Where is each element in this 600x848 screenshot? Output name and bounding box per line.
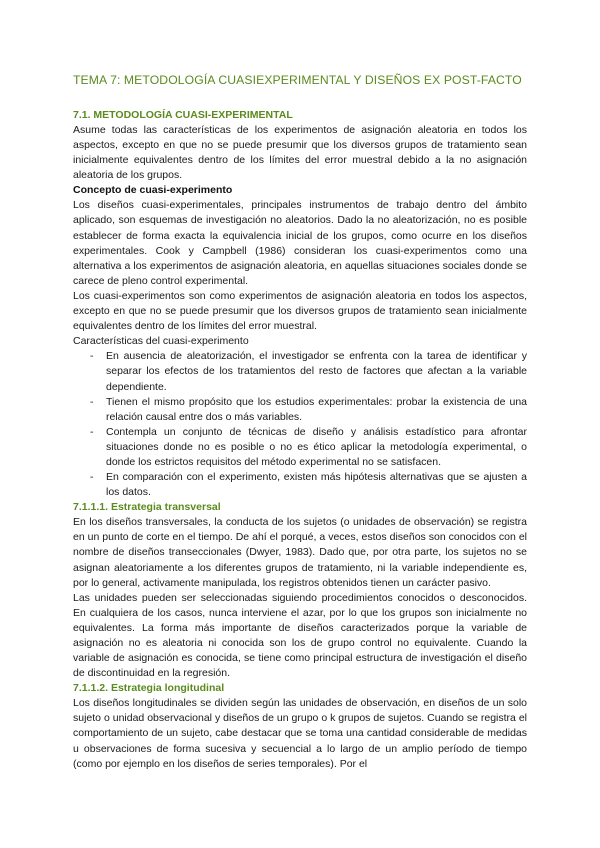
transversal-paragraph-1: En los diseños transversales, la conducta de los sujetos (o unidades de observación) se registra en un punto de corte en el tiempo. De ahí el porqué, a veces, estos diseños son conocidos con el nombre de diseños transeccionales (Dwyer, 1983). Dado que, por otra parte, los sujetos no se asignan aleatoriamente a los diferentes grupos de tratamiento, ni la variable independiente es, por lo general, activamente manipulada, los registros obtenidos tienen un carácter pasivo. <box>73 516 527 589</box>
characteristics-label: Características del cuasi-experimento <box>73 335 249 348</box>
list-item: - En comparación con el experimento, existen más hipótesis alternativas que se ajusten a los datos. <box>106 470 527 500</box>
transversal-heading: 7.1.1.1. Estrategia transversal <box>73 501 221 514</box>
list-item: - En ausencia de aleatorización, el investigador se enfrenta con la tarea de identificar y separar los efectos de los tratamientos del resto de factores que afectan a la variable dependiente. <box>106 349 527 394</box>
characteristics-list <box>73 349 527 500</box>
section-heading: 7.1. METODOLOGÍA CUASI-EXPERIMENTAL <box>73 109 293 121</box>
longitudinal-heading: 7.1.1.2. Estrategia longitudinal <box>73 682 225 695</box>
longitudinal-paragraph: Los diseños longitudinales se dividen según las unidades de observación, en diseños de un solo sujeto o unidad observacional y diseños de un grupo o k grupos de sujetos. Cuando se registra el comportamiento de un sujeto, cabe destacar que se toma una cantidad considerable de medidas u observaciones de forma sucesiva y secuencial a lo largo de un amplio período de tiempo (como por ejemplo en los diseños de series temporales). Por el <box>73 697 527 770</box>
concept-paragraph-2: Los cuasi-experimentos son como experimentos de asignación aleatoria en todos los aspectos, excepto en que no se puede presumir que los diversos grupos de tratamiento sean inicialmente equivalentes dentro de los límites del error muestral. <box>73 289 527 333</box>
list-item: - Contempla un conjunto de técnicas de diseño y análisis estadístico para afrontar situaciones donde no es posible o no es ético aplicar la metodología experimental, o donde los estrictos requisitos del método experimental no se satisfacen. <box>106 425 527 470</box>
concept-paragraph-1: Los diseños cuasi-experimentales, principales instrumentos de trabajo dentro del ámbito aplicado, son esquemas de investigación no aleatorios. Dado la no aleatorización, no es posible establecer de forma exacta la equivalencia inicial de los grupos, como ocurre en los diseños experimentales. Cook y Campbell (1986) consideran los cuasi-experimentos como una alternativa a los experimentos de asignación aleatoria, en aquellas situaciones sociales donde se carece de pleno control experimental. <box>73 199 527 287</box>
document-page <box>73 72 527 772</box>
intro-paragraph: Asume todas las características de los experimentos de asignación aleatoria en todos los aspectos, excepto en que no se puede presumir que los diversos grupos de tratamiento sean inicialmente equivalentes dentro de los límites del error muestral debido a la no asignación aleatoria de los grupos. <box>73 124 527 182</box>
document-title: TEMA 7: METODOLOGÍA CUASIEXPERIMENTAL Y DISEÑOS EX POST-FACTO <box>73 73 522 87</box>
concept-heading: Concepto de cuasi-experimento <box>73 184 233 197</box>
list-item: - Tienen el mismo propósito que los estudios experimentales: probar la existencia de una relación causal entre dos o más variables. <box>106 395 527 425</box>
transversal-paragraph-2: Las unidades pueden ser seleccionadas siguiendo procedimientos conocidos o desconocidos. En cualquiera de los casos, nunca interviene el azar, por lo que los grupos son inicialmente no equivalentes. La forma más importante de diseños caracterizados porque la variable de asignación no es aleatoria ni conocida son los de grupo control no equivalente. Cuando la variable de asignación es conocida, se tiene como principal estructura de investigación el diseño de discontinuidad en la regresión. <box>73 591 527 680</box>
